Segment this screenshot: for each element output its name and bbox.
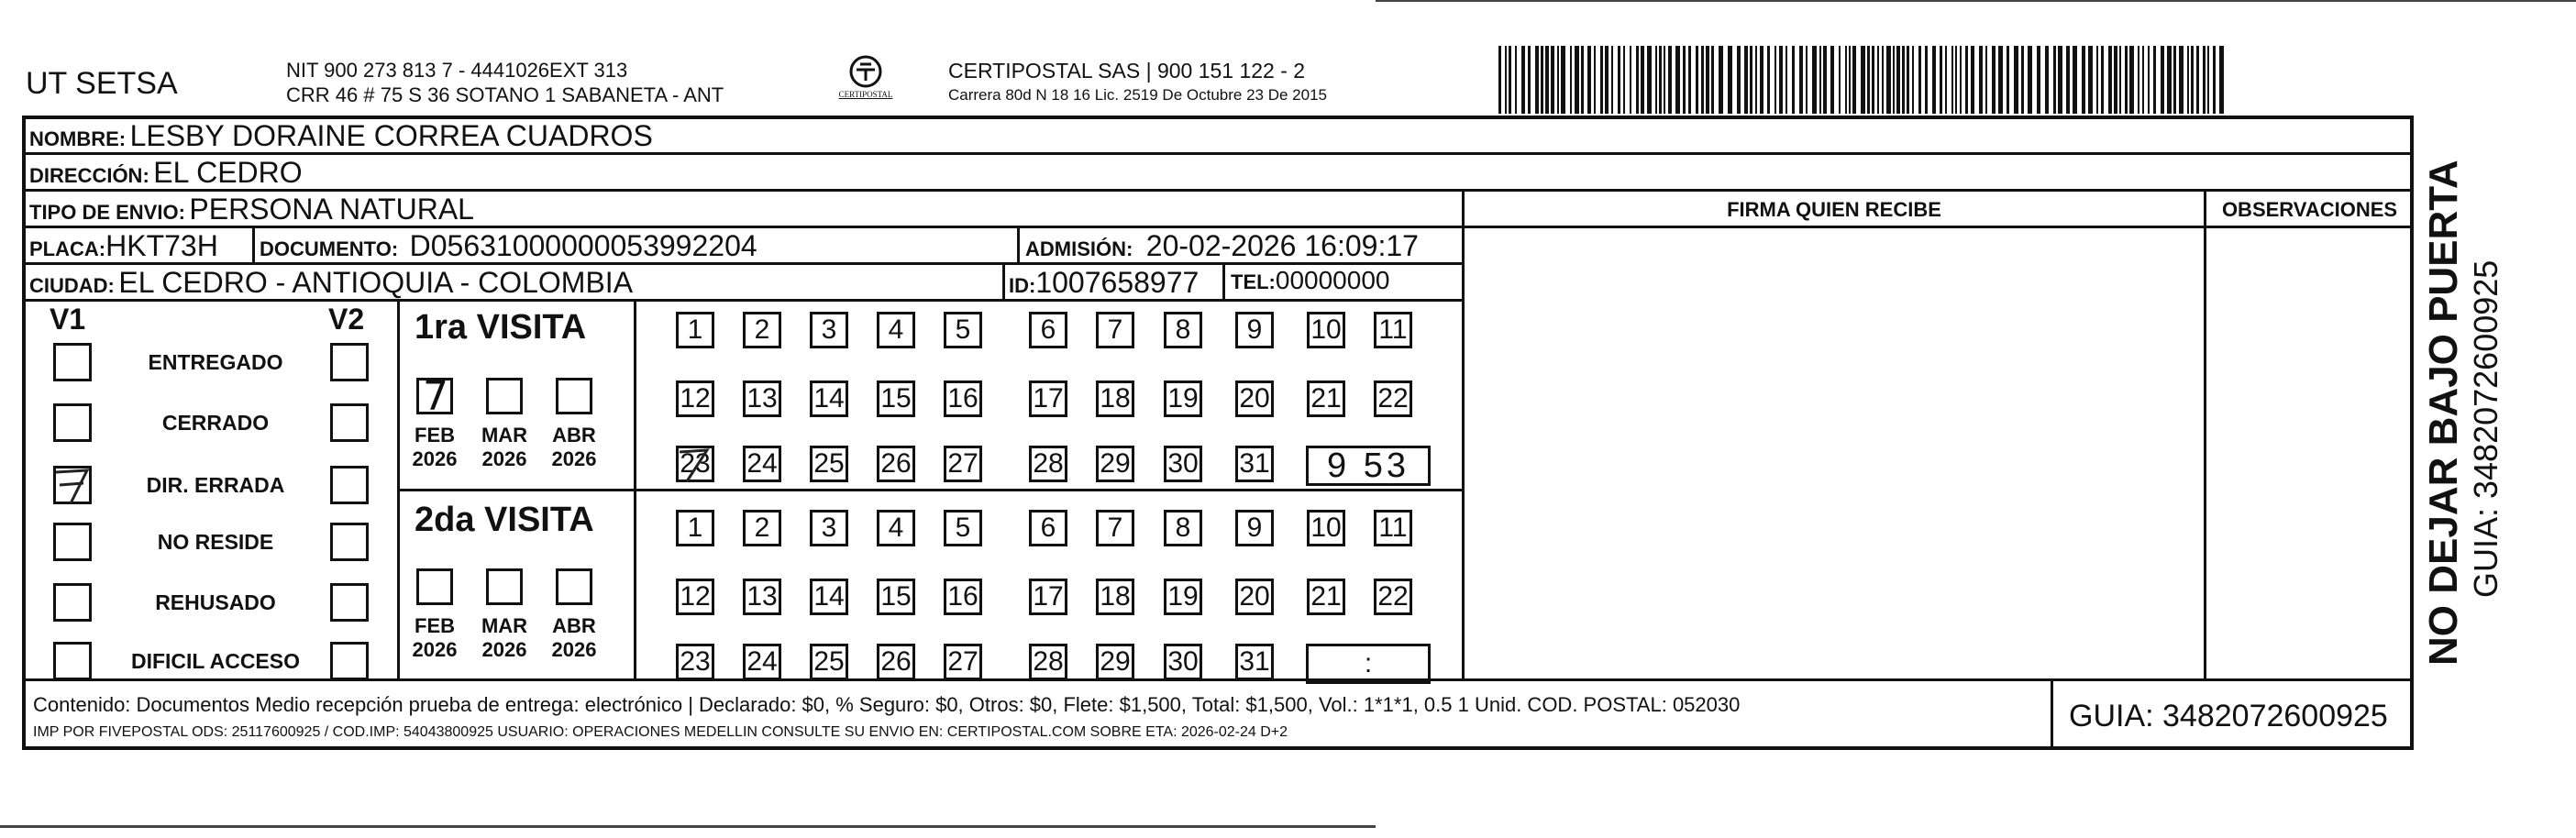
barcode-bar — [1605, 46, 1609, 114]
barcode-bar — [1872, 46, 1874, 114]
day-box[interactable]: 12 — [676, 380, 714, 417]
documento-value: D05631000000053992204 — [409, 229, 757, 262]
day-box[interactable]: 29 — [1096, 446, 1134, 482]
ciudad-row — [29, 266, 633, 300]
barcode-bar — [2066, 46, 2070, 114]
tel-row — [1231, 266, 1389, 295]
day-box[interactable]: 5 — [944, 510, 982, 546]
day-box[interactable]: 2 — [743, 510, 781, 546]
visit2-title: 2da VISITA — [415, 501, 594, 539]
barcode-bar — [1823, 46, 1827, 114]
day-box[interactable]: 2 — [743, 312, 781, 348]
nombre-row — [29, 119, 653, 153]
barcode-bar — [2173, 46, 2176, 114]
status-label: REHUSADO — [155, 590, 276, 614]
day-box[interactable]: 8 — [1164, 312, 1202, 348]
barcode-bar — [1719, 46, 1723, 114]
barcode-bar — [2161, 46, 2164, 114]
barcode-bar — [1979, 46, 1983, 114]
barcode-bar — [1728, 46, 1732, 114]
barcode-bar — [1918, 46, 1921, 114]
day-box[interactable]: 4 — [877, 312, 915, 348]
nombre-label: NOMBRE: — [29, 127, 127, 150]
barcode-bar — [1839, 46, 1841, 114]
barcode-bar — [1877, 46, 1879, 114]
side-guia: GUIA: 3482072600925 — [2467, 259, 2504, 598]
barcode-bar — [1505, 46, 1507, 114]
barcode-bar — [1902, 46, 1905, 114]
barcode-bar — [1812, 46, 1817, 114]
status-label: DIFICIL ACCESO — [130, 649, 300, 673]
barcode-bar — [1830, 46, 1834, 114]
barcode-bar — [2007, 46, 2009, 114]
barcode-bar — [1849, 46, 1851, 114]
barcode-bar — [1886, 46, 1891, 114]
day-box[interactable]: 20 — [1235, 380, 1274, 417]
day-box[interactable]: 27 — [944, 446, 982, 482]
barcode-bar — [2153, 46, 2156, 114]
barcode-bar — [1792, 46, 1795, 114]
barcode-bar — [2014, 46, 2018, 114]
day-box[interactable]: 17 — [1029, 579, 1067, 615]
day-box[interactable]: 29 — [1096, 644, 1134, 680]
month-checkbox[interactable] — [556, 378, 592, 414]
id-row — [1009, 266, 1199, 300]
day-box[interactable]: 12 — [676, 579, 714, 615]
day-box[interactable]: 9 — [1235, 510, 1274, 546]
divider — [1222, 262, 1225, 299]
divider — [2051, 678, 2053, 750]
tipo-row — [29, 193, 474, 226]
scan-edge-bottom — [0, 825, 1376, 828]
v1-checkbox[interactable] — [53, 583, 92, 622]
day-box[interactable]: 9 — [1235, 312, 1274, 348]
day-box[interactable]: 14 — [810, 380, 848, 417]
status-label: NO RESIDE — [157, 530, 274, 554]
side-warning: NO DEJAR BAJO PUERTA — [2421, 160, 2466, 666]
day-box[interactable]: 30 — [1164, 644, 1202, 680]
barcode-bar — [1521, 46, 1525, 114]
month-label: MAR 2026 — [481, 614, 528, 661]
barcode-bar — [1912, 46, 1914, 114]
barcode-bar — [2028, 46, 2032, 114]
barcode-bar — [1955, 46, 1957, 114]
observaciones-label: OBSERVACIONES — [2221, 198, 2398, 221]
barcode-bar — [2096, 46, 2098, 114]
tipo-value: PERSONA NATURAL — [189, 193, 474, 226]
admision-row — [1025, 229, 1419, 263]
barcode-bar — [1545, 46, 1549, 114]
day-box[interactable]: 10 — [1307, 510, 1345, 546]
barcode-bar — [1861, 46, 1865, 114]
barcode-bar — [1767, 46, 1770, 114]
barcode-bar — [1779, 46, 1783, 114]
barcode-bar — [2203, 46, 2206, 114]
direccion-row — [29, 156, 303, 190]
barcode-bar — [2037, 46, 2040, 114]
barcode-bar — [2219, 46, 2224, 114]
carrier-address: Carrera 80d N 18 16 Lic. 2519 De Octubre 23 De 2015 — [948, 86, 1327, 104]
barcode-bar — [1893, 46, 1895, 114]
day-box[interactable]: 21 — [1307, 380, 1345, 417]
barcode-bar — [1951, 46, 1953, 114]
day-box[interactable]: 26 — [877, 446, 915, 482]
v2-checkbox[interactable] — [330, 583, 369, 622]
divider — [2204, 189, 2206, 678]
barcode-bar — [1647, 46, 1652, 114]
month-checkbox[interactable] — [416, 568, 453, 605]
day-box[interactable]: 8 — [1164, 510, 1202, 546]
day-box[interactable]: 3 — [810, 510, 848, 546]
barcode-bar — [1932, 46, 1936, 114]
barcode-bar — [1965, 46, 1968, 114]
v2-checkbox[interactable] — [330, 642, 369, 680]
day-box[interactable]: 5 — [944, 312, 982, 348]
barcode-bar — [1668, 46, 1672, 114]
day-box[interactable]: 23 — [676, 644, 714, 680]
barcode-bar — [1711, 46, 1714, 114]
barcode-bar — [1636, 46, 1639, 114]
divider — [22, 678, 2414, 681]
barcode-bar — [2045, 46, 2049, 114]
barcode-bar — [2129, 46, 2134, 114]
day-box[interactable]: 25 — [810, 446, 848, 482]
address-line: CRR 46 # 75 S 36 SOTANO 1 SABANETA - ANT — [286, 83, 724, 106]
day-box[interactable]: 7 — [1096, 312, 1134, 348]
barcode-bar — [1819, 46, 1821, 114]
day-box[interactable]: 18 — [1096, 579, 1134, 615]
barcode-bar — [2114, 46, 2117, 114]
barcode-bar — [1509, 46, 1511, 114]
barcode-bar — [2082, 46, 2085, 114]
status-label: CERRADO — [161, 411, 270, 435]
status-label: DIR. ERRADA — [146, 473, 285, 497]
barcode-bar — [1683, 46, 1686, 114]
certipostal-logo: CERTIPOSTAL — [829, 51, 902, 106]
barcode-bar — [1907, 46, 1909, 114]
contenido-line: Contenido: Documentos Medio recepción prueba de entrega: electrónico | Declarado: $0, % Seguro: $0, Otros: $0, Flete: $1,500, Total: $1,500, Vol.: 1*1*1, 0.5 1 Unid. COD. POSTAL: 052030 — [33, 693, 1741, 716]
barcode-bar — [1845, 46, 1847, 114]
tipo-label: TIPO DE ENVIO: — [29, 201, 185, 224]
day-box[interactable]: 11 — [1374, 510, 1412, 546]
barcode-bar — [2108, 46, 2112, 114]
barcode-bar — [2058, 46, 2062, 114]
admision-value: 20-02-2026 16:09:17 — [1145, 229, 1419, 262]
day-box[interactable]: 16 — [944, 380, 982, 417]
admision-label: ADMISIÓN: — [1025, 237, 1133, 260]
month-label: FEB 2026 — [412, 614, 458, 661]
status-label: ENTREGADO — [148, 350, 283, 374]
day-box[interactable]: 15 — [877, 380, 915, 417]
day-box[interactable]: 19 — [1164, 579, 1202, 615]
barcode-bar — [1541, 46, 1543, 114]
day-box[interactable]: 4 — [877, 510, 915, 546]
barcode-bar — [2125, 46, 2128, 114]
barcode-bar — [1557, 46, 1559, 114]
documento-row — [260, 229, 757, 263]
placa-value: HKT73H — [105, 229, 218, 262]
guia-footer: GUIA: 3482072600925 — [2069, 699, 2388, 733]
divider — [397, 489, 1464, 491]
barcode-bar — [1701, 46, 1704, 114]
v2-checkbox[interactable] — [330, 403, 369, 442]
day-box[interactable]: 1 — [676, 510, 714, 546]
day-box[interactable]: 27 — [944, 644, 982, 680]
ciudad-label: CIUDAD: — [29, 274, 115, 297]
time-box[interactable]: 9 53 — [1306, 446, 1431, 486]
day-box[interactable]: 30 — [1164, 446, 1202, 482]
barcode-bar — [1960, 46, 1962, 114]
barcode-bar — [2138, 46, 2139, 114]
month-label: ABR 2026 — [551, 424, 597, 470]
barcode-bar — [1925, 46, 1928, 114]
day-box[interactable]: 3 — [810, 312, 848, 348]
company-name: UT SETSA — [26, 66, 178, 101]
v1-checkbox[interactable] — [53, 343, 92, 381]
v2-checkbox[interactable] — [330, 343, 369, 381]
barcode-bar — [1641, 46, 1644, 114]
day-box[interactable]: 7 — [1096, 510, 1134, 546]
divider — [1462, 189, 1465, 678]
barcode-bar — [1760, 46, 1763, 114]
v2-checkbox[interactable] — [330, 523, 369, 561]
barcode-bar — [1498, 46, 1501, 114]
barcode-bar — [1561, 46, 1565, 114]
barcode-bar — [1630, 46, 1631, 114]
barcode-bar — [2167, 46, 2172, 114]
nit-line: NIT 900 273 813 7 - 4441026EXT 313 — [286, 59, 628, 82]
day-box[interactable]: 15 — [877, 579, 915, 615]
barcode-bar — [1675, 46, 1680, 114]
month-label: FEB 2026 — [412, 424, 458, 470]
barcode-bar — [1806, 46, 1808, 114]
nombre-value: LESBY DORAINE CORREA CUADROS — [129, 119, 653, 152]
barcode — [1497, 46, 2230, 114]
barcode-bar — [2088, 46, 2093, 114]
barcode-bar — [1786, 46, 1787, 114]
barcode-bar — [2101, 46, 2104, 114]
day-box[interactable]: 25 — [810, 644, 848, 680]
month-checkbox[interactable] — [486, 568, 523, 605]
barcode-bar — [1659, 46, 1662, 114]
barcode-bar — [2073, 46, 2077, 114]
barcode-bar — [1706, 46, 1709, 114]
month-label: MAR 2026 — [481, 424, 528, 470]
barcode-bar — [2207, 46, 2209, 114]
day-box[interactable]: 23 — [676, 446, 714, 482]
day-box[interactable]: 28 — [1029, 644, 1067, 680]
direccion-value: EL CEDRO — [153, 156, 303, 189]
barcode-bar — [2142, 46, 2144, 114]
barcode-bar — [1535, 46, 1539, 114]
day-box[interactable]: 26 — [877, 644, 915, 680]
barcode-bar — [1945, 46, 1947, 114]
scan-edge-top — [1376, 0, 2576, 2]
barcode-bar — [1528, 46, 1531, 114]
barcode-bar — [1600, 46, 1603, 114]
barcode-bar — [1623, 46, 1625, 114]
divider — [1464, 226, 2414, 228]
ciudad-value: EL CEDRO - ANTIOQUIA - COLOMBIA — [118, 266, 634, 299]
barcode-bar — [2179, 46, 2184, 114]
barcode-bar — [1750, 46, 1752, 114]
barcode-bar — [1852, 46, 1856, 114]
day-box[interactable]: 24 — [743, 644, 781, 680]
barcode-bar — [1664, 46, 1665, 114]
barcode-bar — [1971, 46, 1974, 114]
barcode-bar — [1696, 46, 1698, 114]
day-box[interactable]: 24 — [743, 446, 781, 482]
barcode-bar — [1882, 46, 1884, 114]
id-label: ID: — [1009, 274, 1036, 297]
day-box[interactable]: 31 — [1235, 644, 1274, 680]
handwritten-mark: 7 — [423, 373, 448, 420]
day-box[interactable]: 22 — [1374, 380, 1412, 417]
barcode-bar — [1594, 46, 1596, 114]
barcode-bar — [1867, 46, 1870, 114]
day-box[interactable]: 13 — [743, 380, 781, 417]
documento-label: DOCUMENTO: — [260, 237, 399, 260]
day-box[interactable]: 1 — [676, 312, 714, 348]
v1-checkbox[interactable] — [53, 523, 92, 561]
day-box[interactable]: 10 — [1307, 312, 1345, 348]
v1-label: V1 — [50, 303, 86, 336]
barcode-bar — [1896, 46, 1900, 114]
day-box[interactable]: 20 — [1235, 579, 1274, 615]
day-box[interactable]: 6 — [1029, 312, 1067, 348]
barcode-bar — [1799, 46, 1803, 114]
barcode-bar — [1551, 46, 1554, 114]
imp-line: IMP POR FIVEPOSTAL ODS: 25117600925 / COD.IMP: 54043800925 USUARIO: OPERACIONES MEDELLIN CONSULTE SU ENVIO EN: CERTIPOSTAL.COM SOBRE ETA: 2026-02-24 D+2 — [33, 724, 1288, 740]
v1-checkbox[interactable] — [53, 403, 92, 442]
barcode-bar — [1575, 46, 1579, 114]
barcode-bar — [2196, 46, 2199, 114]
barcode-bar — [1774, 46, 1776, 114]
day-box[interactable]: 13 — [743, 579, 781, 615]
barcode-bar — [1688, 46, 1691, 114]
day-box[interactable]: 22 — [1374, 579, 1412, 615]
barcode-bar — [1998, 46, 2003, 114]
barcode-bar — [1755, 46, 1757, 114]
day-box[interactable]: 31 — [1235, 446, 1274, 482]
placa-row — [29, 229, 218, 263]
carrier-line: CERTIPOSTAL SAS | 900 151 122 - 2 — [948, 59, 1306, 83]
divider — [252, 226, 255, 262]
barcode-bar — [1611, 46, 1613, 114]
v2-checkbox[interactable] — [330, 466, 369, 504]
tel-label: TEL: — [1231, 270, 1276, 293]
firma-label: FIRMA QUIEN RECIBE — [1727, 198, 1941, 221]
tel-value: 00000000 — [1275, 266, 1390, 294]
time-box[interactable]: : — [1306, 644, 1431, 684]
barcode-bar — [2053, 46, 2056, 114]
visit1-title: 1ra VISITA — [415, 308, 587, 347]
day-box[interactable]: 11 — [1374, 312, 1412, 348]
v1-checkbox[interactable] — [53, 466, 92, 504]
day-box[interactable]: 18 — [1096, 380, 1134, 417]
v1-checkbox[interactable] — [53, 642, 92, 680]
barcode-bar — [1992, 46, 1996, 114]
barcode-bar — [1655, 46, 1657, 114]
barcode-bar — [2021, 46, 2024, 114]
barcode-bar — [1737, 46, 1741, 114]
day-box[interactable]: 28 — [1029, 446, 1067, 482]
barcode-bar — [1618, 46, 1620, 114]
barcode-bar — [2191, 46, 2194, 114]
day-box[interactable]: 17 — [1029, 380, 1067, 417]
barcode-bar — [1570, 46, 1572, 114]
barcode-bar — [1581, 46, 1584, 114]
day-box[interactable]: 19 — [1164, 380, 1202, 417]
barcode-bar — [1940, 46, 1942, 114]
day-box[interactable]: 21 — [1307, 579, 1345, 615]
barcode-bar — [1985, 46, 1987, 114]
barcode-bar — [2148, 46, 2150, 114]
barcode-bar — [1744, 46, 1748, 114]
v2-label: V2 — [328, 303, 365, 336]
id-value: 1007658977 — [1035, 266, 1200, 299]
day-box[interactable]: 14 — [810, 579, 848, 615]
divider — [1002, 262, 1005, 299]
day-box[interactable]: 6 — [1029, 510, 1067, 546]
placa-label: PLACA: — [29, 237, 106, 260]
divider — [1017, 226, 1020, 262]
month-checkbox[interactable] — [556, 568, 592, 605]
barcode-bar — [1515, 46, 1517, 114]
day-box[interactable]: 16 — [944, 579, 982, 615]
direccion-label: DIRECCIÓN: — [29, 164, 149, 187]
barcode-bar — [2187, 46, 2189, 114]
month-checkbox[interactable] — [486, 378, 523, 414]
barcode-bar — [2119, 46, 2121, 114]
barcode-bar — [2213, 46, 2216, 114]
barcode-bar — [1587, 46, 1591, 114]
month-label: ABR 2026 — [551, 614, 597, 661]
divider — [22, 189, 2414, 192]
month-checkbox[interactable] — [416, 373, 453, 420]
